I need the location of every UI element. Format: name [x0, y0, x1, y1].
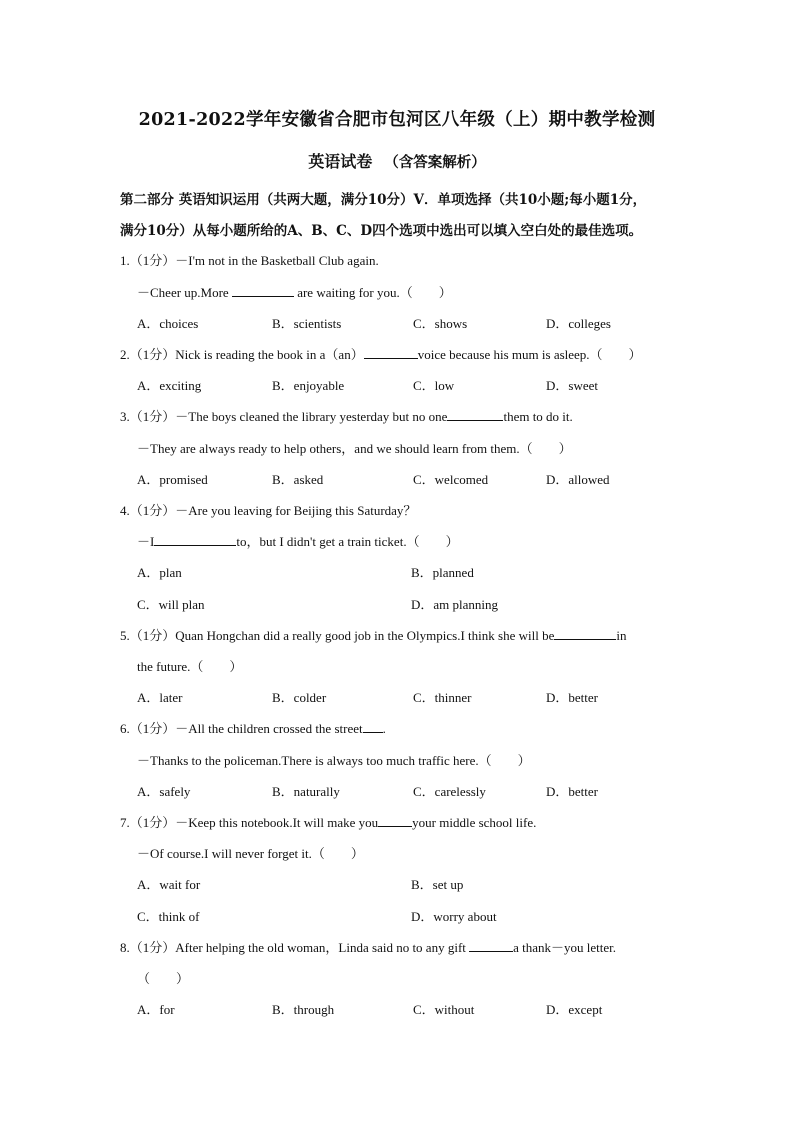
- question-8: 8.（1分）After helping the old woman，Linda said no to any gift a thank－you letter.: [120, 940, 617, 955]
- option-d: D．am planning: [411, 597, 499, 612]
- section-instructions-line1: 第二部分 英语知识运用（共两大题，满分10分）V．单项选择（共10小题;每小题1分，: [120, 192, 647, 208]
- option-d: D．sweet: [546, 378, 598, 393]
- option-d: D．allowed: [546, 472, 610, 487]
- exam-title: 2021-2022学年安徽省合肥市包河区八年级（上）期中教学检测: [138, 110, 656, 130]
- option-b: B．asked: [272, 472, 324, 487]
- option-c: C．thinner: [413, 690, 472, 705]
- question-2: 2.（1分）Nick is reading the book in a（an） voice because his mum is asleep.（ ）: [120, 347, 642, 362]
- option-a: A．safely: [137, 784, 191, 799]
- answer-note: （含答案解析）: [384, 154, 486, 171]
- option-a: A．for: [137, 1002, 175, 1017]
- question-7: 7.（1分）－Keep this notebook.It will make you your middle school life.: [120, 815, 537, 830]
- option-a: A．later: [137, 690, 183, 705]
- option-d: D．better: [546, 690, 598, 705]
- question-3: 3.（1分）－The boys cleaned the library yesterday but no one them to do it.: [120, 409, 573, 424]
- option-b: B．planned: [411, 565, 474, 580]
- question-3-response: －They are always ready to help others，and we should learn from them.（ ）: [137, 441, 572, 456]
- option-b: B．colder: [272, 690, 327, 705]
- exam-subtitle: [0, 149, 794, 172]
- option-d: D．worry about: [411, 909, 497, 924]
- option-c: C．will plan: [137, 597, 205, 612]
- question-8-bracket: （ ）: [137, 971, 190, 986]
- option-d: D．better: [546, 784, 598, 799]
- question-5-continued: the future.（ ）: [137, 659, 243, 674]
- option-b: B．scientists: [272, 316, 342, 331]
- option-c: C．carelessly: [413, 784, 486, 799]
- answer-blank: [378, 815, 412, 827]
- question-1: 1.（1分）－I'm not in the Basketball Club again.: [120, 253, 379, 268]
- option-c: C．think of: [137, 909, 200, 924]
- answer-blank: [363, 721, 383, 733]
- question-4-response: －I to，but I didn't get a train ticket.（ ）: [137, 534, 459, 549]
- answer-blank: [364, 347, 418, 359]
- option-c: C．low: [413, 378, 455, 393]
- option-b: B．enjoyable: [272, 378, 345, 393]
- question-7-response: －Of course.I will never forget it.（ ）: [137, 846, 364, 861]
- option-a: A．exciting: [137, 378, 202, 393]
- answer-blank: [154, 534, 236, 546]
- answer-blank: [447, 409, 503, 421]
- option-c: C．shows: [413, 316, 468, 331]
- answer-blank: [554, 628, 616, 640]
- question-6: 6.（1分）－All the children crossed the street .: [120, 721, 386, 736]
- section-instructions-line2: 满分10分）从每小题所给的A、B、C、D四个选项中选出可以填入空白处的最佳选项。: [120, 223, 643, 239]
- question-5: 5.（1分）Quan Hongchan did a really good job in the Olympics.I think she will be in: [120, 628, 627, 643]
- option-b: B．set up: [411, 877, 464, 892]
- answer-blank: [469, 940, 513, 952]
- option-c: C．welcomed: [413, 472, 489, 487]
- option-d: D．except: [546, 1002, 603, 1017]
- option-a: A．wait for: [137, 877, 201, 892]
- option-a: A．promised: [137, 472, 208, 487]
- question-6-response: －Thanks to the policeman.There is always too much traffic here.（ ）: [137, 753, 531, 768]
- question-1-response: －Cheer up.More are waiting for you.（ ）: [137, 285, 452, 300]
- option-b: B．through: [272, 1002, 335, 1017]
- option-d: D．colleges: [546, 316, 611, 331]
- option-a: A．plan: [137, 565, 182, 580]
- subject-title: 英语试卷: [308, 152, 373, 171]
- option-a: A．choices: [137, 316, 199, 331]
- option-c: C．without: [413, 1002, 475, 1017]
- option-b: B．naturally: [272, 784, 340, 799]
- question-4: 4.（1分）－Are you leaving for Beijing this Saturday？: [120, 503, 417, 518]
- answer-blank: [232, 285, 294, 297]
